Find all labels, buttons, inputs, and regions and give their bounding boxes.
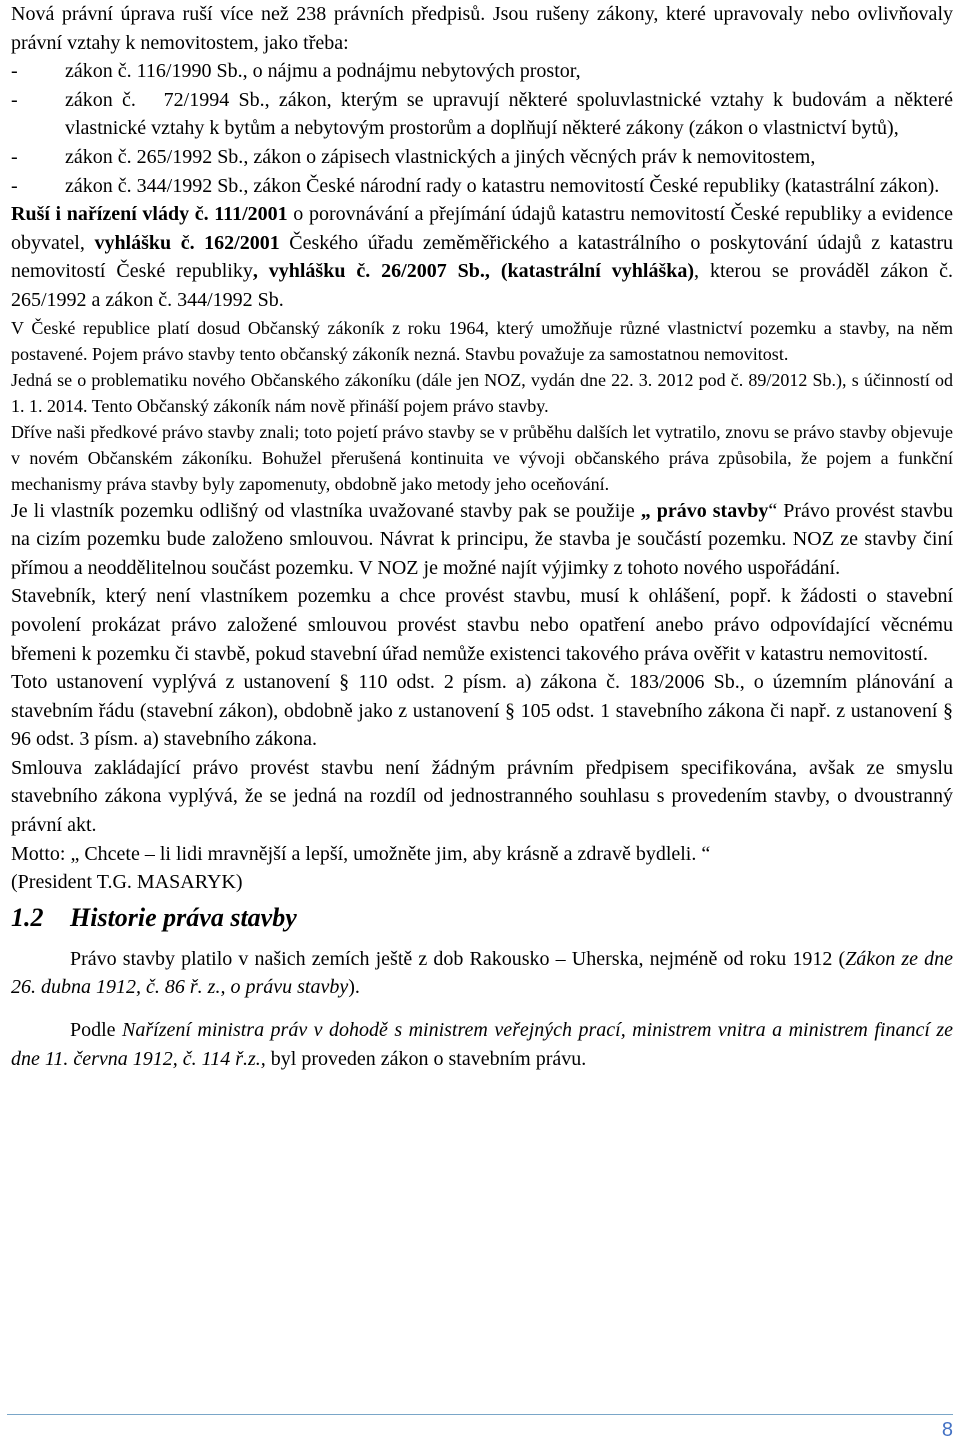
builder-paragraph: Stavebník, který není vlastníkem pozemku a chce provést stavbu, musí k ohlášení, popř. k žádosti o stavební povolení prokázat právo založené smlouvou provést stavbu nebo opatření anebo právo odpovídající věcnému břemeni k pozemku či stavbě, pokud stavební úřad nemůže existenci takového práva ověřit v katastru nemovitostí. [11, 585, 953, 665]
section-heading [11, 901, 953, 935]
paragraph-text: “ Právo provést stavbu na cizím pozemku bude založeno smlouvou. Návrat k principu, že stavba je součástí pozemku. NOZ ze stavby činí přímou a neoddělitelnou součást pozemku. V NOZ je možné najít výjimky z tohoto nového uspořádání. [11, 499, 953, 579]
repealed-decree: Ruší i nařízení vlády č. 111/2001 [11, 203, 288, 226]
paragraph-text: Je li vlastník pozemku odlišný od vlastníka uvažované stavby pak se použije [11, 499, 641, 522]
ancestors-paragraph: Dříve naši předkové právo stavby znali; toto pojetí právo stavby se v průběhu dalších let vytratilo, znovu se právo stavby objevuje v novém Občanském zákoníku. Bohužel přerušená kontinuita ve vývoji občanského práva způsobila, že pojem a funkční mechanismy práva stavby byly zapomenuty, obdobně jako metody jeho oceňování. [11, 421, 953, 494]
right-to-build-term: „ právo stavby [640, 499, 769, 522]
paragraph-text: Podle [70, 1019, 123, 1042]
section-title: Historie práva stavby [70, 902, 297, 932]
list-item [11, 172, 953, 201]
list-text: , zákon, kterým se upravují některé spoluvlastnické vztahy k budovám a některé vlastnické vztahy k bytům a nebytovým prostorům a doplňují některé zákony (zákon o vlastnictví bytů), [65, 88, 953, 140]
list-item [11, 57, 953, 86]
repealed-ordinance: vyhlášku č. 162/2001 [94, 231, 280, 254]
history-paragraph-1 [11, 945, 953, 1002]
list-text: , zákon o zápisech vlastnických a jiných věcných práv k nemovitostem, [243, 145, 816, 168]
paragraph-text: o porovnávání a přejímání údajů katastru nemovitostí České republiky a evidence obyvatel, [11, 203, 953, 254]
law-citation: Zákon ze dne 26. dubna 1912, č. 86 ř. z., o právu stavby [11, 947, 953, 999]
noz-paragraph: Jedná se o problematiku nového Občanského zákoníku (dále jen NOZ, vydán dne 22. 3. 2012 pod č. 89/2012 Sb.), s účinností od 1. 1. 2014. Tento Občanský zákoník nám nově přináší pojem právo stavby. [11, 369, 953, 416]
intro-paragraph: Nová právní úprava ruší více než 238 právních předpisů. Jsou rušeny zákony, které upravovaly nebo ovlivňovaly právní vztahy k nemovitostem, jako třeba: [11, 3, 953, 54]
motto-line: Motto: „ Chcete – li lidi mravnější a lepší, umožněte jim, aby krásně a zdravě bydleli. “ [11, 842, 711, 865]
document-page [11, 0, 953, 1073]
list-item [11, 143, 953, 172]
contract-paragraph: Smlouva zakládající právo provést stavbu není žádným právním předpisem specifikována, avšak ze smyslu stavebního zákona vyplývá, že se jedná na rozdíl od jednostranného souhlasu s provedením stavby, o dvoustranný právní akt. [11, 756, 953, 837]
repealed-cadastral-ordinance: , vyhlášku č. 26/2007 Sb., (katastrální vyhláška) [252, 260, 695, 283]
list-law: zákon č. 72/1994 Sb. [65, 88, 265, 111]
provision-paragraph: Toto ustanovení vyplývá z ustanovení § 110 odst. 2 písm. a) zákona č. 183/2006 Sb., o územním plánování a stavebním řádu (stavební zákon), obdobně jako z ustanovení § 105 odst. 1 stavebního zákona či např. z ustanovení § 96 odst. 3 písm. a) stavebního zákona. [11, 671, 953, 751]
list-dash: - [11, 174, 18, 197]
paragraph-text: byl proveden zákon o stavebním právu. [265, 1047, 587, 1070]
civil-code-1964-paragraph: V České republice platí dosud Občanský zákoník z roku 1964, který umožňuje různé vlastnictví pozemku a stavby, na něm postavené. Pojem právo stavby tento občanský zákoník nezná. Stavbu považuje za samostatnou nemovitost. [11, 317, 953, 364]
paragraph-text: Právo stavby platilo v našich zemích ještě z dob Rakousko – Uherska, nejméně od roku 1912 ( [70, 947, 846, 970]
list-text: , o nájmu a podnájmu nebytových prostor, [242, 60, 581, 83]
list-text: , zákon České národní rady o katastru nemovitostí České republiky (katastrální zákon). [243, 174, 940, 197]
footer-rule [7, 1414, 953, 1415]
list-item [11, 86, 953, 143]
list-dash: - [11, 60, 18, 83]
motto-author: (President T.G. MASARYK) [11, 871, 243, 894]
history-paragraph-2 [11, 1016, 953, 1073]
paragraph-text: ). [348, 976, 360, 999]
list-law: zákon č. 116/1990 Sb. [65, 60, 243, 83]
list-dash: - [11, 88, 18, 111]
decree-citation: Nařízení ministra práv v dohodě s ministrem veřejných prací, ministrem vnitra a ministrem financí ze dne 11. června 1912, č. 114 ř.z., [11, 1019, 954, 1070]
section-number: 1.2 [11, 902, 44, 932]
page-number: 8 [941, 1419, 953, 1441]
paragraph-text: Českého úřadu zeměměřického a katastrálního o poskytování údajů z katastru nemovitostí České republiky [11, 231, 953, 283]
right-to-build-paragraph [11, 497, 953, 583]
list-law: zákon č. 344/1992 Sb. [65, 174, 244, 197]
paragraph-text: , kterou se prováděl zákon č. 265/1992 a zákon č. 344/1992 Sb. [11, 260, 953, 311]
list-law: zákon č. 265/1992 Sb. [65, 145, 244, 168]
list-dash: - [11, 145, 18, 168]
repealed-regulations-paragraph [11, 200, 953, 314]
